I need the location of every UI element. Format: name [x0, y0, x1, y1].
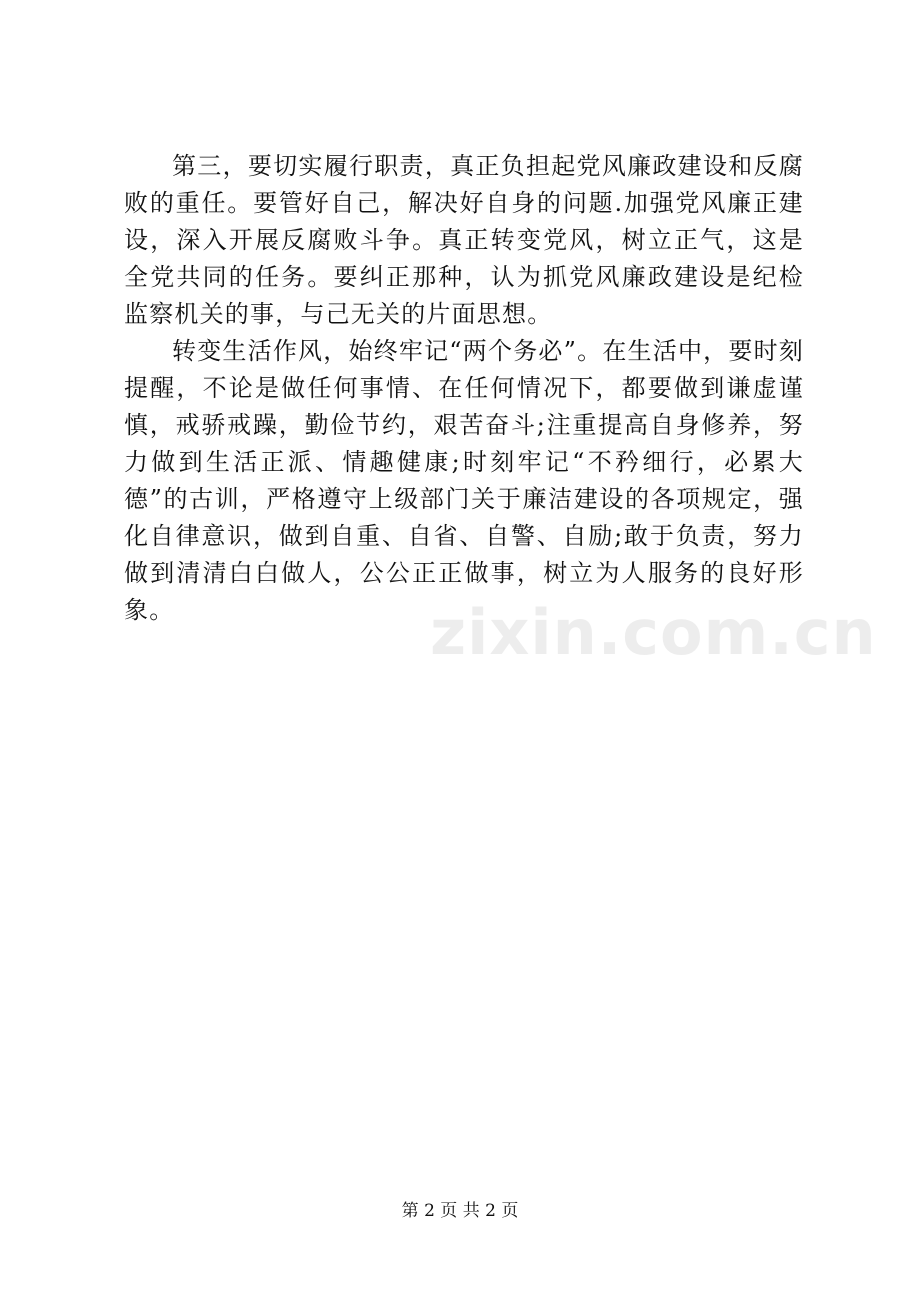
- paragraph-lifestyle: 转变生活作风，始终牢记“两个务必”。在生活中，要时刻提醒，不论是做任何事情、在任何情况下，都要做到谦虚谨慎，戒骄戒躁，勤俭节约，艰苦奋斗;注重提高自身修养，努力做到生活正派、情趣健康;时刻牢记“不矜细行，必累大德”的古训，严格遵守上级部门关于廉洁建设的各项规定，强化自律意识，做到自重、自省、自警、自励;敢于负责，努力做到清清白白做人，公公正正做事，树立为人服务的良好形象。: [124, 337, 804, 624]
- page-footer: 第 2 页 共 2 页: [401, 1201, 519, 1221]
- document-body: [124, 148, 804, 629]
- paragraph-duty: 第三，要切实履行职责，真正负担起党风廉政建设和反腐败的重任。要管好自己，解决好自身的问题.加强党风廉正建设，深入开展反腐败斗争。真正转变党风，树立正气，这是全党共同的任务。要纠正那种，认为抓党风廉政建设是纪检监察机关的事，与己无关的片面思想。: [124, 152, 804, 328]
- watermark: zixin.com.cn: [430, 596, 877, 669]
